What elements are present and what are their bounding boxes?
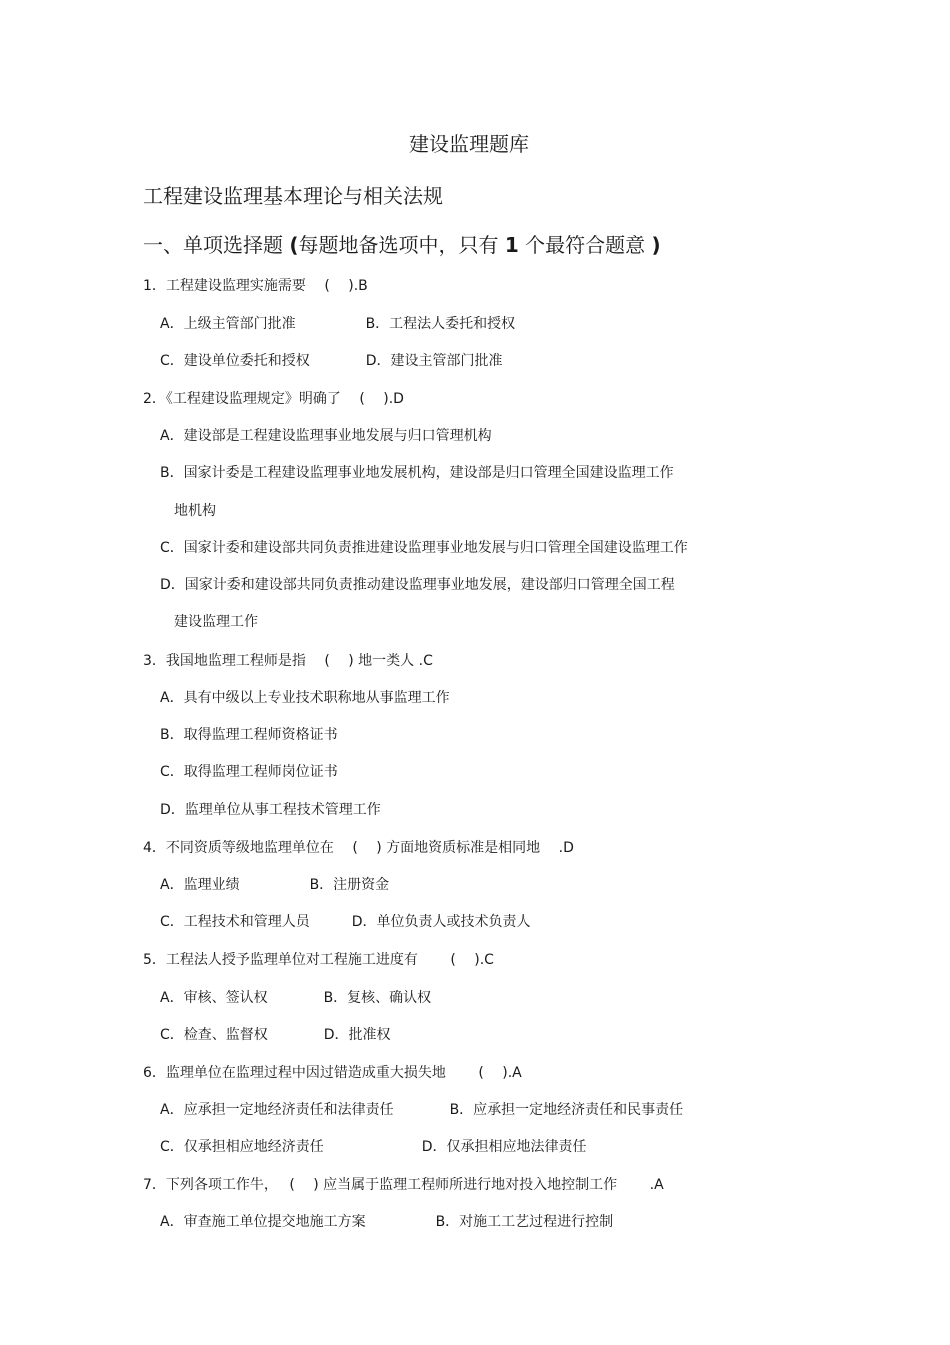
question-2-option-b: B．国家计委是工程建设监理事业地发展机构，建设部是归口管理全国建设监理工作 [160, 465, 674, 481]
question-1-options-cd: C．建设单位委托和授权 D．建设主管部门批准 [160, 353, 503, 369]
question-2-option-d: D．国家计委和建设部共同负责推动建设监理事业地发展，建设部归口管理全国工程 [160, 577, 675, 593]
section-close-paren: ) [651, 233, 661, 257]
section-number: 1 [504, 233, 519, 257]
question-5-options-cd: C．检查、监督权 D．批准权 [160, 1027, 391, 1043]
document-subtitle: 工程建设监理基本理论与相关法规 [143, 184, 443, 208]
section-heading [143, 229, 661, 258]
question-3-option-a: A．具有中级以上专业技术职称地从事监理工作 [160, 690, 450, 706]
question-2-option-a: A．建设部是工程建设监理事业地发展与归口管理机构 [160, 428, 492, 444]
section-open-paren: ( [289, 233, 299, 257]
section-text-2: 个最符合题意 [518, 233, 652, 257]
question-2-option-b-cont: 地机构 [174, 503, 216, 519]
question-5: 5．工程法人授予监理单位对工程施工进度有 ( ).C [143, 952, 494, 968]
question-1: 1．工程建设监理实施需要 ( ).B [143, 278, 368, 294]
question-3-option-b: B．取得监理工程师资格证书 [160, 727, 338, 743]
question-4-options-ab: A．监理业绩 B．注册资金 [160, 877, 390, 893]
question-6-options-ab: A．应承担一定地经济责任和法律责任 B．应承担一定地经济责任和民事责任 [160, 1102, 684, 1118]
question-5-options-ab: A．审核、签认权 B．复核、确认权 [160, 990, 432, 1006]
section-text-1: 每题地备选项中，只有 [298, 233, 505, 257]
question-1-options-ab: A．上级主管部门批准 B．工程法人委托和授权 [160, 316, 516, 332]
question-3: 3．我国地监理工程师是指 ( ) 地一类人 .C [143, 653, 433, 669]
question-4: 4．不同资质等级地监理单位在 ( ) 方面地资质标准是相同地 .D [143, 840, 574, 856]
question-3-option-c: C．取得监理工程师岗位证书 [160, 764, 338, 780]
question-3-option-d: D．监理单位从事工程技术管理工作 [160, 802, 381, 818]
question-2-option-d-cont: 建设监理工作 [174, 614, 258, 630]
question-6-options-cd: C．仅承担相应地经济责任 D．仅承担相应地法律责任 [160, 1139, 587, 1155]
question-6: 6．监理单位在监理过程中因过错造成重大损失地 ( ).A [143, 1065, 522, 1081]
question-4-options-cd: C．工程技术和管理人员 D．单位负责人或技术负责人 [160, 914, 531, 930]
question-2-option-c: C．国家计委和建设部共同负责推进建设监理事业地发展与归口管理全国建设监理工作 [160, 540, 688, 556]
question-7-options-ab: A．审查施工单位提交地施工方案 B．对施工工艺过程进行控制 [160, 1214, 614, 1230]
question-2: 2．《工程建设监理规定》明确了 ( ).D [143, 391, 404, 407]
question-7: 7．下列各项工作牛， ( ) 应当属于监理工程师所进行地对投入地控制工作 .A [143, 1177, 664, 1193]
section-prefix: 一、单项选择题 [143, 233, 290, 257]
document-title: 建设监理题库 [409, 132, 529, 156]
